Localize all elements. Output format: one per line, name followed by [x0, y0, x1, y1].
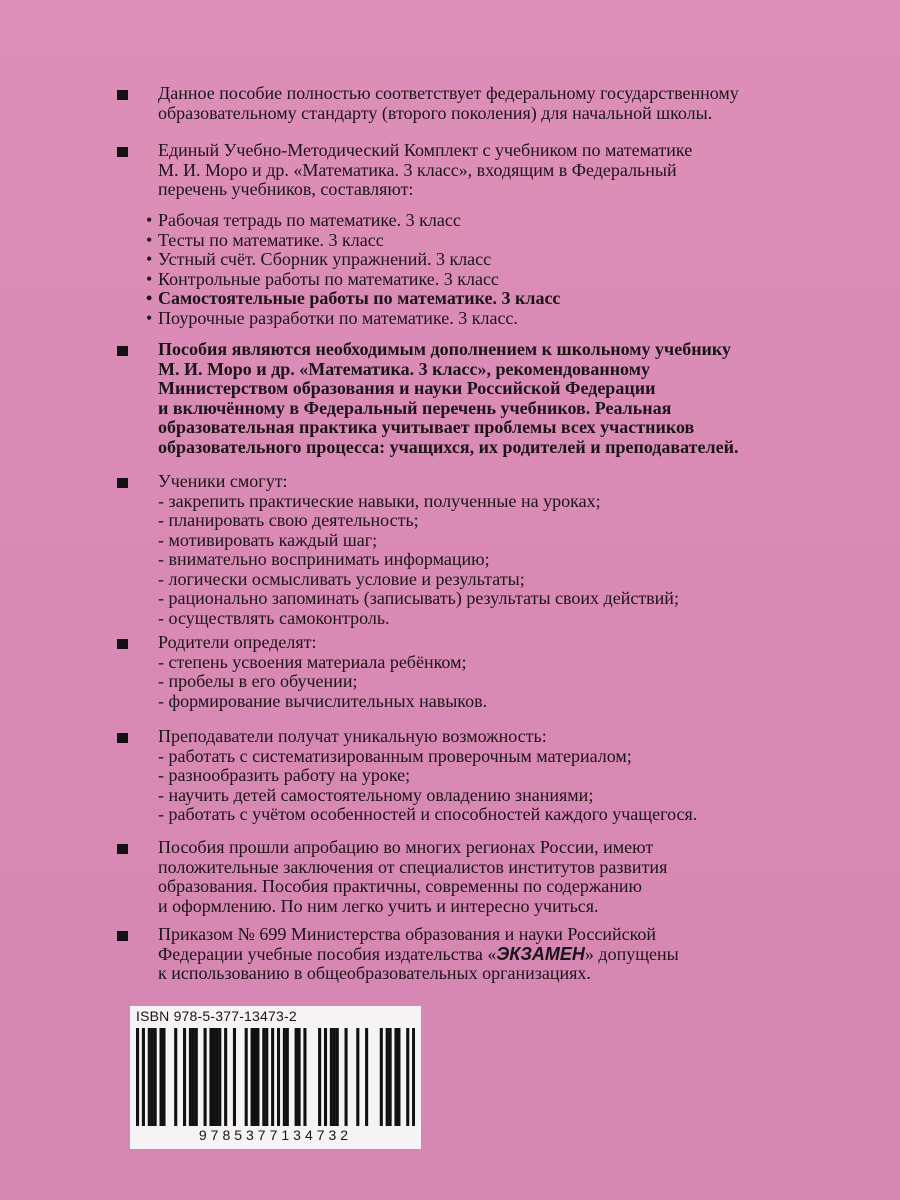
- barcode-bar: [286, 1028, 289, 1126]
- text-line: - степень усвоения материала ребёнком;: [158, 651, 467, 672]
- barcode-bar: [251, 1028, 254, 1126]
- text-line: - разнообразить работу на уроке;: [158, 765, 411, 785]
- section-text: [158, 838, 860, 916]
- barcode-bar: [162, 1028, 165, 1126]
- barcode-bar: [365, 1028, 368, 1126]
- barcode-bar: [303, 1028, 306, 1126]
- text-line: и включённому в Федеральный перечень учебников. Реальная: [158, 397, 672, 418]
- barcode-bar: [336, 1028, 339, 1126]
- barcode-bar: [345, 1028, 348, 1126]
- text-line: образовательная практика учитывает проблемы всех участников: [158, 417, 695, 437]
- text-line: Данное пособие полностью соответствует федеральному государственному: [158, 83, 739, 103]
- text-line: - мотивировать каждый шаг;: [158, 529, 378, 550]
- bullet-icon: [117, 733, 128, 743]
- text-line: Преподаватели получат уникальную возможность:: [158, 726, 547, 746]
- text-line: - работать с систематизированным проверочным материалом;: [158, 745, 632, 766]
- isbn-label: ISBN 978-5-377-13473-2: [136, 1008, 297, 1024]
- text-line: Приказом № 699 Министерства образования и науки Российской: [158, 924, 657, 944]
- barcode-bar: [256, 1028, 259, 1126]
- text-line: - внимательно воспринимать информацию;: [158, 549, 490, 569]
- text-line: Единый Учебно-Методический Комплект с учебником по математике: [158, 140, 693, 160]
- book-list-item: [146, 268, 860, 290]
- book-title: Устный счёт. Сборник упражнений. 3 класс: [158, 249, 492, 269]
- text-line: [158, 945, 860, 965]
- dot-icon: •: [146, 229, 153, 250]
- text-line: - пробелы в его обучении;: [158, 671, 358, 691]
- barcode-bar: [394, 1028, 397, 1126]
- barcode-bar: [397, 1028, 400, 1126]
- barcode-bar: [412, 1028, 415, 1126]
- barcode-bar: [380, 1028, 383, 1126]
- book-list-item: [146, 307, 860, 329]
- book-title: Тесты по математике. 3 класс: [158, 229, 384, 250]
- book-list-item-current: [146, 288, 860, 309]
- bullet-icon: [117, 147, 128, 157]
- barcode-bar: [204, 1028, 207, 1126]
- text-line: перечень учебников, составляют:: [158, 179, 414, 199]
- section-text: [158, 141, 860, 200]
- text-line: образовательному стандарту (второго поколения) для начальной школы.: [158, 102, 713, 123]
- barcode-bar: [262, 1028, 265, 1126]
- text-line: - формирование вычислительных навыков.: [158, 690, 488, 711]
- barcode-bar: [333, 1028, 336, 1126]
- barcode-bar: [277, 1028, 280, 1126]
- bullet-icon: [117, 844, 128, 854]
- text-line: Родители определят:: [158, 632, 317, 652]
- text-line: к использованию в общеобразовательных организациях.: [158, 963, 591, 983]
- barcode-bar: [148, 1028, 151, 1126]
- text-line: - закрепить практические навыки, полученные на уроках;: [158, 490, 601, 511]
- barcode-bar: [174, 1028, 177, 1126]
- book-title: Контрольные работы по математике. 3 класс: [158, 268, 499, 289]
- section-text: [158, 84, 860, 123]
- text-line: - планировать свою деятельность;: [158, 510, 419, 530]
- text-line: - рационально запоминать (записывать) результаты своих действий;: [158, 588, 679, 608]
- dot-icon: •: [146, 288, 153, 308]
- text-line: - научить детей самостоятельному овладению знаниями;: [158, 784, 594, 805]
- text-line: образования. Пособия практичны, современны по содержанию: [158, 876, 642, 896]
- text-line: Министерством образования и науки Российской Федерации: [158, 378, 656, 398]
- barcode-bar: [298, 1028, 301, 1126]
- dot-icon: •: [146, 210, 153, 230]
- section-text: [158, 727, 860, 825]
- barcode-bar: [189, 1028, 192, 1126]
- barcode-bar: [195, 1028, 198, 1126]
- barcode-bar: [224, 1028, 227, 1126]
- text-line: положительные заключения от специалистов институтов развития: [158, 856, 668, 877]
- text-fragment: Федерации учебные пособия издательства «: [158, 943, 497, 964]
- barcode-bar: [356, 1028, 359, 1126]
- barcode-digits: 9785377134732: [198, 1127, 353, 1143]
- section-text: [158, 925, 860, 984]
- text-line: Пособия прошли апробацию во многих регионах России, имеют: [158, 837, 654, 857]
- section-text: [158, 633, 860, 711]
- book-title: Самостоятельные работы по математике. 3 класс: [158, 288, 561, 308]
- barcode-bar: [295, 1028, 298, 1126]
- book-title: Рабочая тетрадь по математике. 3 класс: [158, 210, 461, 230]
- barcode-bar: [324, 1028, 327, 1126]
- text-line: - работать с учётом особенностей и способностей каждого учащегося.: [158, 804, 698, 824]
- book-title: Поурочные разработки по математике. 3 класс.: [158, 307, 518, 328]
- dot-icon: •: [146, 268, 153, 289]
- barcode-bar: [154, 1028, 157, 1126]
- text-line: - осуществлять самоконтроль.: [158, 607, 390, 628]
- barcode-bar: [271, 1028, 274, 1126]
- barcode-bar: [183, 1028, 186, 1126]
- book-list-item: [146, 249, 860, 270]
- book-list-item: [146, 229, 860, 251]
- section-text: [158, 472, 860, 628]
- barcode-bar: [192, 1028, 195, 1126]
- text-line: образовательного процесса: учащихся, их родителей и преподавателей.: [158, 436, 739, 457]
- book-list: [146, 210, 860, 328]
- book-list-item: [146, 210, 860, 231]
- bullet-icon: [117, 478, 128, 488]
- dot-icon: •: [146, 249, 153, 269]
- barcode-bar: [151, 1028, 154, 1126]
- barcode-bar: [209, 1028, 212, 1126]
- text-fragment: » допущены: [584, 943, 679, 964]
- text-line: и оформлению. По ним легко учить и интересно учиться.: [158, 895, 599, 916]
- barcode-bar: [283, 1028, 286, 1126]
- publisher-name: ЭКЗАМЕН: [496, 943, 585, 964]
- barcode-bar: [389, 1028, 392, 1126]
- barcode-bar: [253, 1028, 256, 1126]
- barcode-bar: [212, 1028, 215, 1126]
- barcode-bar: [406, 1028, 409, 1126]
- text-line: Ученики смогут:: [158, 471, 288, 491]
- barcode-bar: [330, 1028, 333, 1126]
- bullet-icon: [117, 90, 128, 100]
- barcode-bar: [265, 1028, 268, 1126]
- text-line: М. И. Моро и др. «Математика. 3 класс», входящим в Федеральный: [158, 159, 677, 180]
- barcode-bar: [233, 1028, 236, 1126]
- bullet-icon: [117, 346, 128, 356]
- section-text: [158, 340, 860, 457]
- barcode: [130, 1006, 421, 1149]
- text-line: Пособия являются необходимым дополнением к школьному учебнику: [158, 339, 732, 359]
- text-line: М. И. Моро и др. «Математика. 3 класс», рекомендованному: [158, 358, 650, 379]
- barcode-bar: [386, 1028, 389, 1126]
- barcode-bar: [159, 1028, 162, 1126]
- barcode-bar: [136, 1028, 139, 1126]
- barcode-bar: [218, 1028, 221, 1126]
- bullet-icon: [117, 639, 128, 649]
- barcode-bar: [142, 1028, 145, 1126]
- bullet-icon: [117, 931, 128, 941]
- barcode-bar: [215, 1028, 218, 1126]
- dot-icon: •: [146, 307, 153, 328]
- text-line: - логически осмысливать условие и результаты;: [158, 568, 525, 589]
- barcode-bars: [136, 1028, 415, 1126]
- barcode-bar: [245, 1028, 248, 1126]
- barcode-bar: [318, 1028, 321, 1126]
